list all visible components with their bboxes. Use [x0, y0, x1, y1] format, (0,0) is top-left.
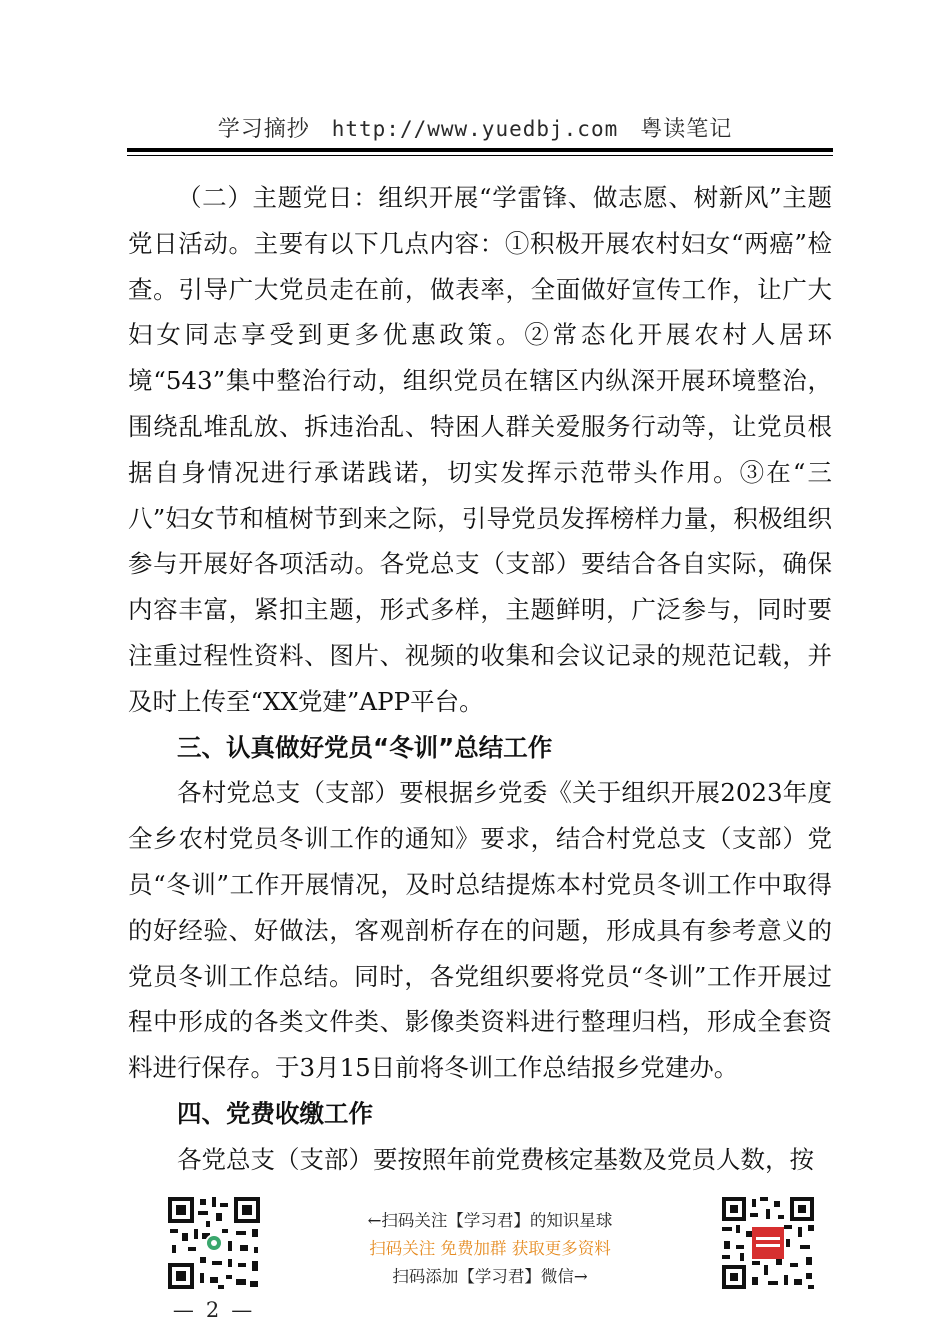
qr-code-icon [720, 1195, 816, 1291]
paragraph-winter-training: 各村党总支（支部）要根据乡党委《关于组织开展2023年度全乡农村党员冬训工作的通知》要求，结合村党总支（支部）党员“冬训”工作开展情况，及时总结提炼本村党员冬训工作中取得的好经验、好做法，客观剖析存在的问题，形成具有参考意义的党员冬训工作总结。同时，各党组织要将党员“冬训”工作开展过程中形成的各类文件类、影像类资料进行整理归档，形成全套资料进行保存。于3月15日前将冬训工作总结报乡党建办。 [128, 778, 832, 1083]
qr-code-wechat[interactable] [720, 1195, 816, 1291]
promo-line-free-group: 扫码关注 免费加群 获取更多资料 [369, 1239, 611, 1258]
page-number-value: 2 [205, 1298, 220, 1322]
document-body [128, 175, 832, 1183]
qr-code-icon [166, 1195, 262, 1291]
promo-line-wechat: 扫码添加【学习君】微信→ [392, 1267, 588, 1286]
page-number [0, 1298, 425, 1322]
section-heading-3: 三、认真做好党员“冬训”总结工作 [177, 732, 553, 762]
paragraph-theme-party-day: （二）主题党日：组织开展“学雷锋、做志愿、树新风”主题党日活动。主要有以下几点内容：①积极开展农村妇女“两癌”检查。引导广大党员走在前，做表率，全面做好宣传工作，让广大妇女同志享受到更多优惠政策。②常态化开展农村人居环境“543”集中整治行动，组织党员在辖区内纵深开展环境整治，围绕乱堆乱放、拆违治乱、特困人群关爱服务行动等，让党员根据自身情况进行承诺践诺，切实发挥示范带头作用。③在“三八”妇女节和植树节到来之际，引导党员发挥榜样力量，积极组织参与开展好各项活动。各党总支（支部）要结合各自实际，确保内容丰富，紧扣主题，形式多样，主题鲜明，广泛参与，同时要注重过程性资料、图片、视频的收集和会议记录的规范记载，并及时上传至“XX党建”APP平台。 [128, 183, 832, 716]
page-header [0, 112, 950, 143]
page-number-dash-left: — [172, 1298, 194, 1322]
header-brand: 粤读笔记 [640, 117, 733, 142]
qr-code-knowledge-planet[interactable] [166, 1195, 262, 1291]
section-heading-4: 四、党费收缴工作 [177, 1098, 373, 1128]
header-title: 学习摘抄 [217, 117, 310, 142]
header-rule-thick [127, 148, 833, 152]
promo-line-knowledge-planet: ←扫码关注【学习君】的知识星球 [367, 1211, 613, 1230]
header-rule-thin [127, 155, 833, 156]
paragraph-party-dues: 各党总支（支部）要按照年前党费核定基数及党员人数，按 [177, 1144, 814, 1174]
footer-promo [300, 1207, 680, 1291]
page-number-dash-right: — [231, 1298, 253, 1322]
header-url[interactable]: http://www.yuedbj.com [331, 117, 619, 141]
